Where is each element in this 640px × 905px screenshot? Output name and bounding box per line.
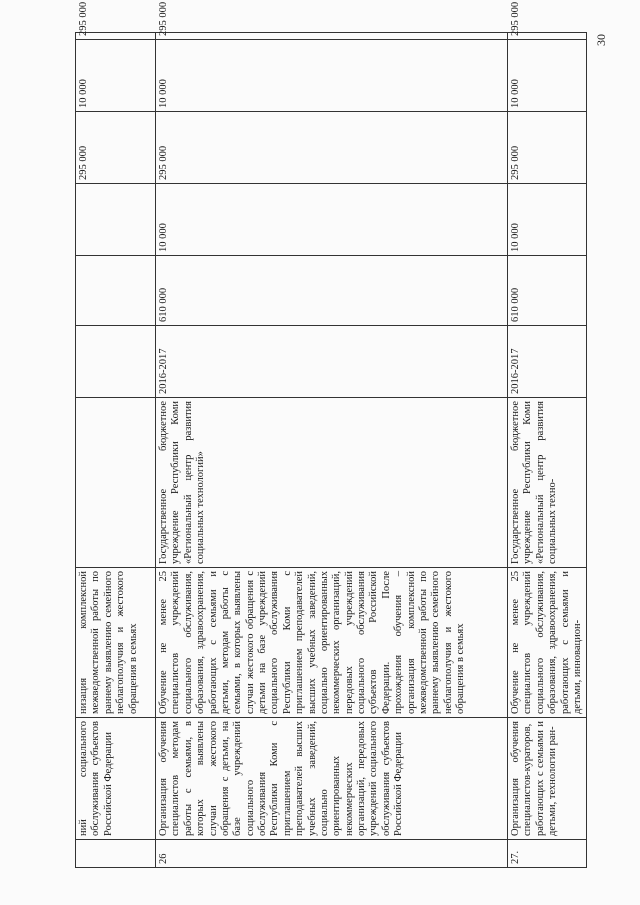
value-cell: 295 000 [76, 112, 156, 184]
value-cell: 295 000 [508, 112, 587, 184]
period-cell [76, 326, 156, 398]
table-row [156, 33, 508, 868]
total-cell: 610 000 [508, 256, 587, 326]
total-cell: 610 000 [156, 256, 508, 326]
table-row [76, 33, 156, 868]
activity-name-cell: Организация обучения специалистов-кураторов, работающих с семьями и детьми, технологии ран- [508, 718, 587, 840]
row-number-cell: 26 [156, 840, 508, 868]
activity-description-cell: Обучение не менее 25 специалистов учреждений социального обслуживания, образования, здравоохранения, работающих с семьями и детьми, методам работы с семьями, в которых выявлены случаи жестокого обращения с детьми на базе учреждений социального обслуживания Республики Коми с приглашением преподавателей высших учебных заведений, социально ориентированных некоммерческих организаций, передовых учреждений социального обслуживания субъектов Российской Федерации. После прохождения обучения – организация комплексной межведомственной работы по раннему выявлению семейного неблагополучия и жестокого обращения в семьях [156, 568, 508, 718]
value-cell: 10 000 [156, 184, 508, 256]
activity-description-cell: низация комплексной межведомственной работы по раннему выявлению семейного неблагополучия и жестокого обращения в семьях [76, 568, 156, 718]
value-cell [76, 184, 156, 256]
activity-description-cell: Обучение не менее 25 специалистов учреждений социального обслуживания, образования, здравоохранения, работающих с семьями и детьми, инновацион- [508, 568, 587, 718]
value-cell: 295 000 [508, 33, 587, 40]
activities-table [75, 1, 587, 868]
executor-cell [76, 398, 156, 568]
total-cell [76, 256, 156, 326]
activity-name-cell: ний социального обслуживания субъектов Российской Федерации [76, 718, 156, 840]
row-number-cell: 27. [508, 840, 587, 868]
page-number: 30 [594, 34, 608, 46]
rotated-table-container [75, 1, 583, 868]
value-cell: 10 000 [156, 40, 508, 112]
value-cell: 10 000 [76, 40, 156, 112]
table-row [508, 33, 587, 868]
value-cell: 295 000 [156, 112, 508, 184]
period-cell: 2016-2017 [156, 326, 508, 398]
period-cell: 2016-2017 [508, 326, 587, 398]
value-cell: 10 000 [508, 184, 587, 256]
activity-name-cell: Организация обучения специалистов методам работы с семьями, в которых выявлены случаи жестокого обращения с детьми, на базе учреждений социального обслуживания Республики Коми с приглашением преподавателей высших учебных заведений, социально ориентированных некоммерческих организаций, передовых учреждений социального обслуживания субъектов Российской Федерации [156, 718, 508, 840]
row-number-cell [76, 840, 156, 868]
executor-cell: Государственное бюджетное учреждение Республики Коми «Региональный центр развития социальных техно- [508, 398, 587, 568]
value-cell: 295 000 [76, 33, 156, 40]
executor-cell: Государственное бюджетное учреждение Республики Коми «Региональный центр развития социальных технологий» [156, 398, 508, 568]
value-cell: 295 000 [156, 33, 508, 40]
value-cell: 10 000 [508, 40, 587, 112]
